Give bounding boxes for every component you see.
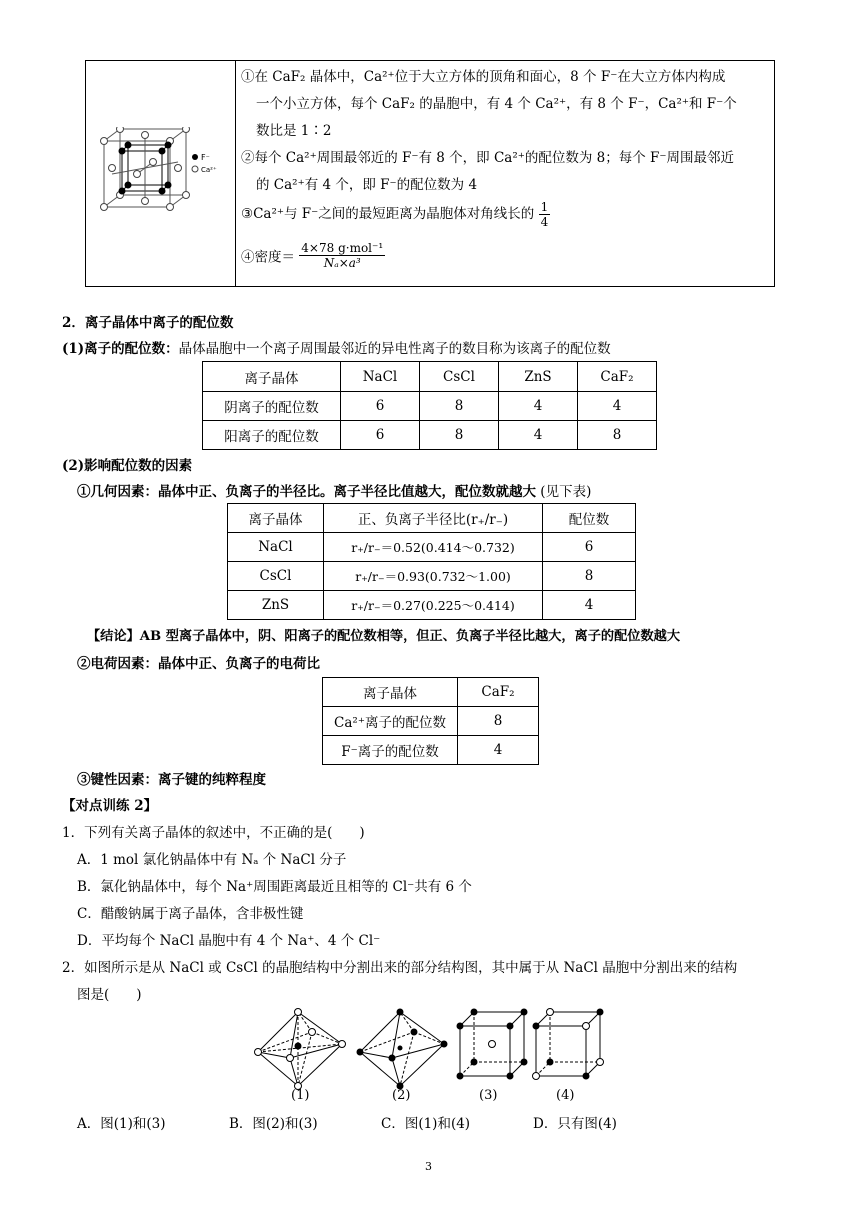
training-title: 【对点训练 2】 xyxy=(62,798,158,814)
geometric-factor xyxy=(77,480,591,500)
table1-cell: 8 xyxy=(420,392,499,421)
table3-cell: 8 xyxy=(458,707,539,736)
fraction-numerator: 1 xyxy=(540,200,549,214)
density-formula xyxy=(299,241,385,270)
question2-stem-line2: 图是( ) xyxy=(77,987,142,1003)
figure-2-octahedron xyxy=(357,1009,447,1089)
figure-3-cube xyxy=(457,1009,527,1079)
table1-cell: 4 xyxy=(499,392,578,421)
question1-option-a: A．1 mol 氯化钠晶体中有 Nₐ 个 NaCl 分子 xyxy=(77,852,347,868)
table-row xyxy=(203,392,657,421)
table-row xyxy=(323,707,539,736)
table2-cell: r₊/r₋＝0.52(0.414～0.732) xyxy=(324,533,543,562)
definition-label: (1)离子的配位数： xyxy=(62,341,179,357)
table1-cell: 6 xyxy=(341,392,420,421)
caf2-divider xyxy=(235,61,236,286)
table-row xyxy=(228,562,636,591)
question2-option-b: B．图(2)和(3) xyxy=(229,1116,318,1132)
table3-header: 离子晶体 xyxy=(323,678,458,707)
table2-header: 正、负离子半径比(r₊/r₋) xyxy=(324,504,543,533)
table2-cell: NaCl xyxy=(228,533,324,562)
table1-header: CsCl xyxy=(420,362,499,392)
caf2-point3-text: ③Ca²⁺与 F⁻之间的最短距离为晶胞体对角线长的 xyxy=(241,206,535,222)
question1-option-d: D．平均每个 NaCl 晶胞中有 4 个 Na⁺、4 个 Cl⁻ xyxy=(77,933,381,949)
caf2-point1-line3: 数比是 1∶2 xyxy=(256,123,332,139)
table1-cell: 阴离子的配位数 xyxy=(203,392,341,421)
question2-option-c: C．图(1)和(4) xyxy=(381,1116,471,1132)
table-row xyxy=(203,421,657,450)
density-numerator: 4×78 g·mol⁻¹ xyxy=(301,241,384,255)
table2-cell: r₊/r₋＝0.27(0.225～0.414) xyxy=(324,591,543,620)
bond-factor-title: ③键性因素：离子键的纯粹程度 xyxy=(77,772,266,788)
table1-header: 离子晶体 xyxy=(203,362,341,392)
question2-option-d: D．只有图(4) xyxy=(533,1116,617,1132)
table2-header: 配位数 xyxy=(543,504,636,533)
table3-header: CaF₂ xyxy=(458,678,539,707)
question1-stem: 1．下列有关离子晶体的叙述中，不正确的是( ) xyxy=(62,825,365,841)
table-row xyxy=(228,591,636,620)
caf2-point1-line2: 一个小立方体，每个 CaF₂ 的晶胞中，有 4 个 Ca²⁺，有 8 个 F⁻，Ca²⁺和 F⁻个 xyxy=(256,96,737,112)
density-label: ④密度＝ xyxy=(241,249,295,266)
table1-cell: 8 xyxy=(420,421,499,450)
definition-text: 晶体晶胞中一个离子周围最邻近的异电性离子的数目称为该离子的配位数 xyxy=(178,341,611,357)
table1-header: CaF₂ xyxy=(578,362,657,392)
charge-ratio-table xyxy=(322,677,539,765)
caf2-point2-line2: 的 Ca²⁺有 4 个，即 F⁻的配位数为 4 xyxy=(256,177,478,193)
table1-cell: 8 xyxy=(578,421,657,450)
table1-header: ZnS xyxy=(499,362,578,392)
figure-label-4: (4) xyxy=(556,1088,575,1103)
table3-cell: F⁻离子的配位数 xyxy=(323,736,458,765)
section-title: 2．离子晶体中离子的配位数 xyxy=(62,315,234,331)
svg-text:F⁻: F⁻ xyxy=(201,153,210,162)
caf2-point2-line1: ②每个 Ca²⁺周围最邻近的 F⁻有 8 个，即 Ca²⁺的配位数为 8；每个 F⁻周围最邻近 xyxy=(241,150,735,166)
question1-option-b: B．氯化钠晶体中，每个 Na⁺周围距离最近且相等的 Cl⁻共有 6 个 xyxy=(77,879,472,895)
table3-cell: 4 xyxy=(458,736,539,765)
density-denominator: Nₐ×a³ xyxy=(323,256,361,270)
coordination-definition xyxy=(62,337,611,357)
caf2-unit-cell-figure xyxy=(100,127,226,217)
table2-cell: r₊/r₋＝0.93(0.732～1.00) xyxy=(324,562,543,591)
table-row xyxy=(323,736,539,765)
figure-4-cube xyxy=(533,1009,604,1080)
svg-text:Ca²⁺: Ca²⁺ xyxy=(201,166,217,174)
table1-header: NaCl xyxy=(341,362,420,392)
geometric-factor-title: ①几何因素：晶体中正、负离子的半径比。离子半径比值越大，配位数就越大 xyxy=(77,484,536,500)
table2-header: 离子晶体 xyxy=(228,504,324,533)
table2-cell: ZnS xyxy=(228,591,324,620)
table1-cell: 4 xyxy=(578,392,657,421)
figure-label-1: (1) xyxy=(291,1088,310,1103)
table2-cell: 6 xyxy=(543,533,636,562)
charge-factor-title: ②电荷因素：晶体中正、负离子的电荷比 xyxy=(77,656,320,672)
table2-cell: CsCl xyxy=(228,562,324,591)
fraction-one-quarter xyxy=(539,200,551,229)
caf2-point3 xyxy=(241,200,550,229)
table1-cell: 阳离子的配位数 xyxy=(203,421,341,450)
table2-cell: 4 xyxy=(543,591,636,620)
caf2-info-box xyxy=(85,60,775,287)
fraction-denominator: 4 xyxy=(540,215,549,229)
figure-label-2: (2) xyxy=(392,1088,411,1103)
table3-cell: Ca²⁺离子的配位数 xyxy=(323,707,458,736)
question2-stem-line1: 2．如图所示是从 NaCl 或 CsCl 的晶胞结构中分割出来的部分结构图，其中属于从 NaCl 晶胞中分割出来的结构 xyxy=(62,960,738,976)
caf2-point4-density xyxy=(241,241,385,270)
caf2-point1-line1: ①在 CaF₂ 晶体中，Ca²⁺位于大立方体的顶角和面心，8 个 F⁻在大立方体内构成 xyxy=(241,69,726,85)
conclusion-text: 【结论】AB 型离子晶体中，阴、阳离子的配位数相等，但正、负离子半径比越大，离子的配位数越大 xyxy=(87,629,681,644)
page-number: 3 xyxy=(425,1160,432,1173)
question1-option-c: C．醋酸钠属于离子晶体，含非极性键 xyxy=(77,906,304,922)
radius-ratio-table xyxy=(227,503,636,620)
table-row xyxy=(228,533,636,562)
figure-label-3: (3) xyxy=(479,1088,498,1103)
table1-cell: 4 xyxy=(499,421,578,450)
table1-cell: 6 xyxy=(341,421,420,450)
figure-1-octahedron xyxy=(255,1009,346,1090)
table2-cell: 8 xyxy=(543,562,636,591)
question2-option-a: A．图(1)和(3) xyxy=(77,1116,166,1132)
coordination-table xyxy=(202,361,657,450)
factors-title: (2)影响配位数的因素 xyxy=(62,458,193,474)
geometric-factor-note: (见下表) xyxy=(540,484,592,500)
